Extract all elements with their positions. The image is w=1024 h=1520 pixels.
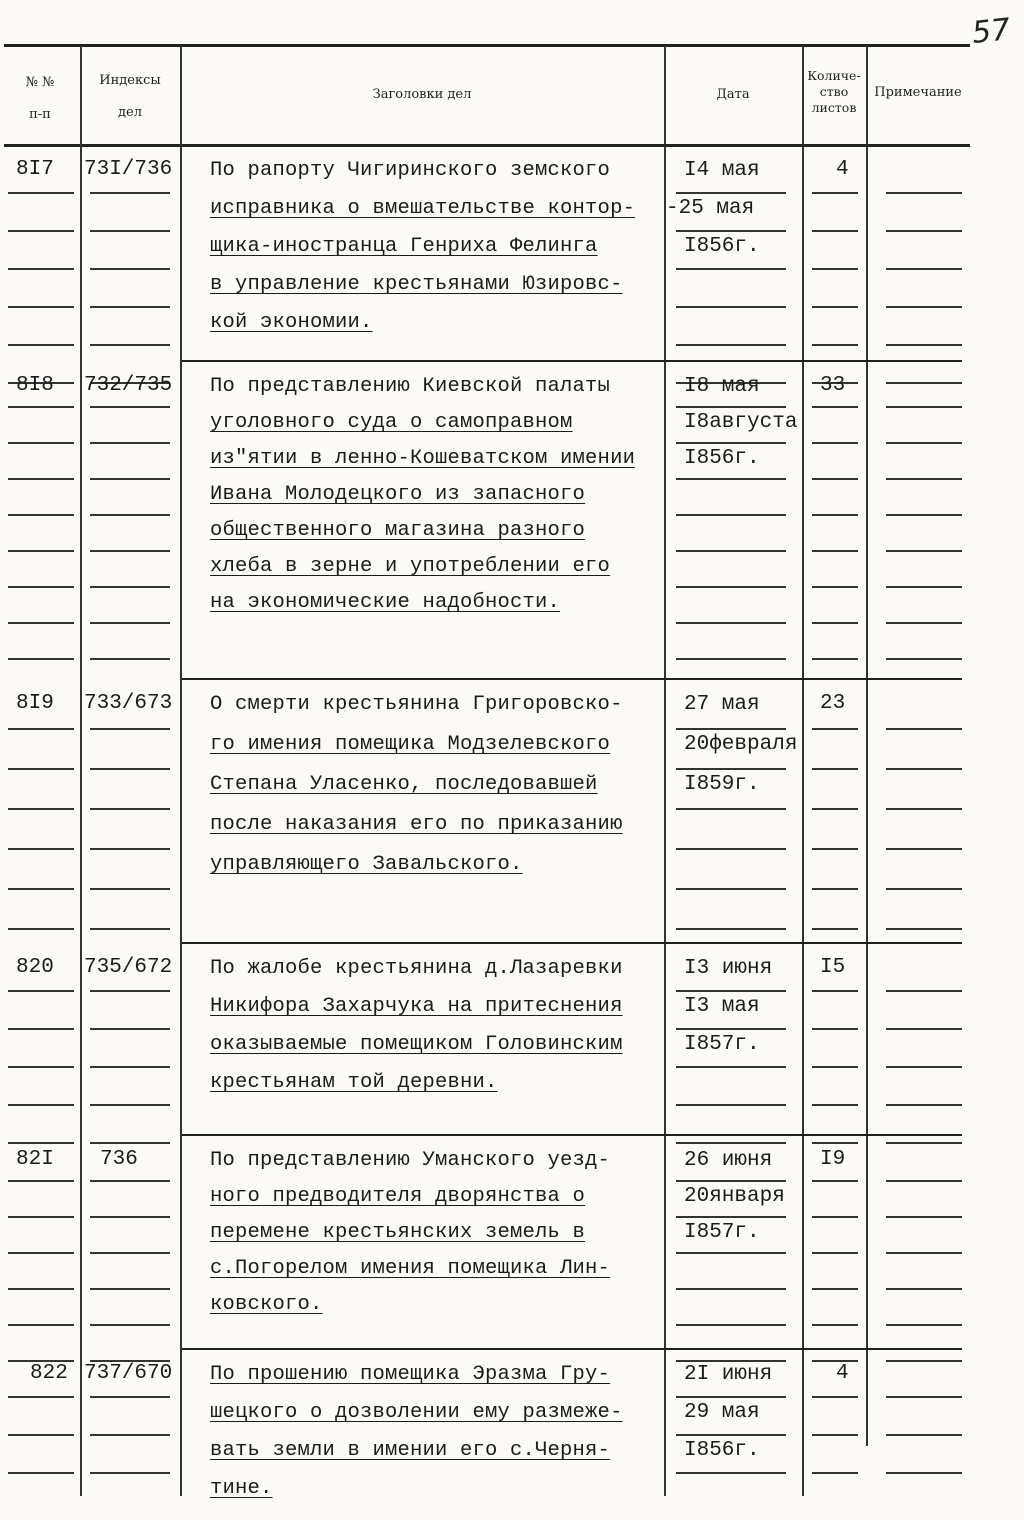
ruled-line — [90, 230, 170, 232]
entry-title-line: ковского. — [210, 1293, 323, 1316]
ruled-line — [8, 406, 74, 408]
entry-title-line: По жалобе крестьянина д.Лазаревки — [210, 957, 623, 980]
ruled-line — [886, 768, 962, 770]
ruled-line — [8, 1434, 74, 1436]
ruled-line — [676, 1180, 786, 1182]
entry-title-line: О смерти крестьянина Григоровско- — [210, 693, 623, 716]
ruled-line — [812, 1066, 858, 1068]
ruled-line — [812, 192, 858, 194]
ruled-line — [676, 344, 786, 346]
entry-date-line: 29 мая — [684, 1401, 760, 1424]
entry-title-line: на экономические надобности. — [210, 591, 561, 614]
ruled-line — [676, 622, 786, 624]
ruled-line — [90, 1142, 170, 1144]
ruled-line — [90, 848, 170, 850]
ruled-line — [812, 1104, 858, 1106]
ruled-line — [812, 1324, 858, 1326]
ruled-line — [676, 848, 786, 850]
ruled-line — [812, 808, 858, 810]
ruled-line — [8, 344, 74, 346]
entry-title-line: оказываемые помещиком Головинским — [210, 1033, 623, 1056]
ruled-line — [90, 888, 170, 890]
ruled-line — [676, 1472, 786, 1474]
entry-date-line: I4 мая — [684, 159, 760, 182]
ruled-line — [90, 1324, 170, 1326]
ruled-line — [676, 306, 786, 308]
entry-title-line: шецкого о дозволении ему размеже- — [210, 1401, 623, 1424]
ruled-line — [676, 1216, 786, 1218]
ruled-line — [90, 808, 170, 810]
ruled-line — [886, 1216, 962, 1218]
entry-title-line: крестьянам той деревни. — [210, 1071, 498, 1094]
ruled-line — [90, 1180, 170, 1182]
ruled-line — [90, 586, 170, 588]
ruled-line — [8, 478, 74, 480]
page-number: 57 — [970, 12, 1012, 51]
ruled-line — [90, 622, 170, 624]
ruled-line — [886, 808, 962, 810]
entry-number: 822 — [30, 1362, 68, 1385]
ruled-line — [676, 888, 786, 890]
entry-title-line: хлеба в зерне и употреблении его — [210, 555, 611, 578]
ruled-line — [8, 888, 74, 890]
ruled-line — [886, 658, 962, 660]
ruled-line — [8, 586, 74, 588]
ruled-line — [8, 1180, 74, 1182]
ruled-line — [676, 550, 786, 552]
ruled-line — [8, 622, 74, 624]
ruled-line — [8, 1066, 74, 1068]
ruled-line — [8, 1472, 74, 1474]
entry-title-line: тине. — [210, 1477, 273, 1500]
entry-number: 8I9 — [16, 692, 54, 715]
ruled-line — [886, 1066, 962, 1068]
entry-date-line: I859г. — [684, 773, 760, 796]
ruled-line — [812, 406, 858, 408]
ruled-line — [676, 658, 786, 660]
entry-date-line: I856г. — [684, 235, 760, 258]
ruled-line — [812, 514, 858, 516]
ruled-line — [8, 514, 74, 516]
ruled-line — [812, 928, 858, 930]
ruled-line — [90, 478, 170, 480]
ruled-line — [90, 406, 170, 408]
ruled-line — [8, 1104, 74, 1106]
ruled-line — [8, 1396, 74, 1398]
entry-title-line: Ивана Молодецкого из запасного — [210, 483, 586, 506]
entry-separator — [182, 678, 962, 680]
ruled-line — [90, 306, 170, 308]
ruled-line — [676, 1434, 786, 1436]
ruled-line — [886, 406, 962, 408]
header-col-title: Заголовки дел — [372, 87, 472, 102]
ruled-line — [8, 1028, 74, 1030]
ruled-line — [676, 1396, 786, 1398]
ruled-line — [886, 1252, 962, 1254]
ruled-line — [812, 658, 858, 660]
ruled-line — [886, 306, 962, 308]
ruled-line — [90, 268, 170, 270]
column-divider — [80, 46, 82, 1496]
ruled-line — [886, 1288, 962, 1290]
ruled-line — [812, 1288, 858, 1290]
ruled-line — [886, 888, 962, 890]
ruled-line — [90, 192, 170, 194]
ruled-line — [812, 550, 858, 552]
entry-number: 8I8 — [16, 374, 54, 397]
entry-title-line: после наказания его по приказанию — [210, 813, 623, 836]
ruled-line — [886, 1396, 962, 1398]
ruled-line — [812, 478, 858, 480]
ruled-line — [8, 1252, 74, 1254]
ruled-line — [8, 1142, 74, 1144]
ruled-line — [676, 192, 786, 194]
entry-sheet-count: I9 — [820, 1148, 846, 1171]
ruled-line — [812, 622, 858, 624]
ruled-line — [886, 622, 962, 624]
ruled-line — [676, 1324, 786, 1326]
ruled-line — [676, 1028, 786, 1030]
ruled-line — [8, 928, 74, 930]
ruled-line — [8, 306, 74, 308]
ruled-line — [676, 1066, 786, 1068]
entry-date-line: 27 мая — [684, 693, 760, 716]
ruled-line — [676, 808, 786, 810]
ruled-line — [8, 268, 74, 270]
ruled-line — [886, 268, 962, 270]
entry-title-line: По представлению Уманского уезд- — [210, 1149, 611, 1172]
ruled-line — [812, 888, 858, 890]
ruled-line — [812, 768, 858, 770]
ruled-line — [886, 1360, 962, 1362]
ruled-line — [886, 442, 962, 444]
entry-title-line: из"ятии в ленно-Кошеватском имении — [210, 447, 636, 470]
ruled-line — [676, 768, 786, 770]
entry-title-line: перемене крестьянских земель в — [210, 1221, 586, 1244]
ruled-line — [676, 586, 786, 588]
entry-title-line: ного предводителя дворянства о — [210, 1185, 586, 1208]
column-divider — [866, 46, 868, 1446]
entry-date-line: -25 мая — [666, 197, 755, 220]
header-col-count: Количе-ство листов — [807, 68, 861, 115]
entry-date-line: 20февраля — [684, 733, 798, 756]
entry-title-line: исправника о вмешательстве контор- — [210, 197, 636, 220]
ruled-line — [812, 990, 858, 992]
ruled-line — [90, 658, 170, 660]
entry-number: 820 — [16, 956, 54, 979]
entry-date-line: 26 июня — [684, 1149, 773, 1172]
ruled-line — [812, 268, 858, 270]
ruled-line — [886, 728, 962, 730]
ruled-line — [90, 1472, 170, 1474]
ruled-line — [886, 1434, 962, 1436]
ruled-line — [886, 1472, 962, 1474]
ruled-line — [886, 478, 962, 480]
ruled-line — [812, 230, 858, 232]
ruled-line — [8, 658, 74, 660]
ruled-line — [812, 1434, 858, 1436]
ruled-line — [886, 1142, 962, 1144]
entry-title-line: щика-иностранца Генриха Фелинга — [210, 235, 598, 258]
entry-index: 737/670 — [84, 1362, 173, 1385]
ruled-line — [8, 728, 74, 730]
entry-sheet-count: 4 — [836, 1362, 849, 1385]
ruled-line — [812, 1216, 858, 1218]
ruled-line — [90, 1252, 170, 1254]
entry-title-line: кой экономии. — [210, 311, 373, 334]
ruled-line — [90, 344, 170, 346]
ruled-line — [90, 768, 170, 770]
ruled-line — [90, 550, 170, 552]
ruled-line — [812, 586, 858, 588]
entry-title-line: го имения помещика Модзелевского — [210, 733, 611, 756]
entry-date-line: I3 июня — [684, 957, 773, 980]
entry-separator — [182, 942, 962, 944]
ruled-line — [8, 442, 74, 444]
top-rule — [4, 44, 970, 47]
ruled-line — [812, 1142, 858, 1144]
ruled-line — [812, 306, 858, 308]
ruled-line — [90, 1104, 170, 1106]
ruled-line — [886, 514, 962, 516]
ruled-line — [676, 990, 786, 992]
ruled-line — [8, 990, 74, 992]
entry-title-line: Никифора Захарчука на притеснения — [210, 995, 623, 1018]
ruled-line — [676, 406, 786, 408]
ruled-line — [886, 990, 962, 992]
ruled-line — [90, 514, 170, 516]
ruled-line — [676, 928, 786, 930]
entry-date-line: I856г. — [684, 447, 760, 470]
column-divider — [802, 46, 804, 1496]
ruled-line — [676, 230, 786, 232]
entry-date-line: I857г. — [684, 1033, 760, 1056]
ruled-line — [886, 1028, 962, 1030]
ruled-line — [676, 1252, 786, 1254]
entry-index: 736 — [100, 1148, 138, 1171]
ruled-line — [8, 230, 74, 232]
ruled-line — [90, 1066, 170, 1068]
entry-index: 733/673 — [84, 692, 173, 715]
ruled-line — [676, 1104, 786, 1106]
ruled-line — [8, 808, 74, 810]
ruled-line — [90, 990, 170, 992]
ruled-line — [886, 1180, 962, 1182]
entry-title-line: По рапорту Чигиринского земского — [210, 159, 611, 182]
ruled-line — [886, 382, 962, 384]
ruled-line — [886, 550, 962, 552]
entry-number: 8I7 — [16, 158, 54, 181]
entry-date-line: I3 мая — [684, 995, 760, 1018]
entry-index: 732/735 — [84, 374, 173, 397]
ruled-line — [812, 1360, 858, 1362]
ruled-line — [90, 1288, 170, 1290]
entry-date-line: I8 мая — [684, 375, 760, 398]
entry-index: 735/672 — [84, 956, 173, 979]
ruled-line — [676, 268, 786, 270]
ruled-line — [676, 1288, 786, 1290]
entry-title-line: По прошению помещика Эразма Гру- — [210, 1363, 611, 1386]
ruled-line — [812, 1028, 858, 1030]
ruled-line — [886, 344, 962, 346]
ruled-line — [812, 1180, 858, 1182]
entry-title-line: общественного магазина разного — [210, 519, 586, 542]
ruled-line — [812, 848, 858, 850]
ruled-line — [812, 1472, 858, 1474]
entry-number: 82I — [16, 1148, 54, 1171]
ruled-line — [8, 768, 74, 770]
entry-title-line: в управление крестьянами Юзировс- — [210, 273, 623, 296]
ruled-line — [886, 192, 962, 194]
entry-sheet-count: 33 — [820, 374, 846, 397]
ruled-line — [90, 1396, 170, 1398]
header-col-index: Индексы дел — [99, 73, 161, 120]
ruled-line — [8, 550, 74, 552]
ruled-line — [676, 478, 786, 480]
ruled-line — [676, 728, 786, 730]
entry-title-line: уголовного суда о самоправном — [210, 411, 573, 434]
column-divider — [180, 46, 182, 1496]
ruled-line — [886, 586, 962, 588]
header-col-note: Примечание — [874, 85, 962, 100]
ruled-line — [886, 928, 962, 930]
ruled-line — [812, 1396, 858, 1398]
ruled-line — [90, 1216, 170, 1218]
header-col-no: № № п-п — [25, 75, 55, 122]
ruled-line — [812, 442, 858, 444]
ruled-line — [90, 728, 170, 730]
header-col-date: Дата — [716, 87, 750, 102]
entry-index: 73I/736 — [84, 158, 173, 181]
entry-sheet-count: I5 — [820, 956, 846, 979]
entry-date-line: 20января — [684, 1185, 785, 1208]
entry-separator — [182, 360, 962, 362]
entry-title-line: вать земли в имении его с.Черня- — [210, 1439, 611, 1462]
entry-title-line: с.Погорелом имения помещика Лин- — [210, 1257, 611, 1280]
ruled-line — [676, 1142, 786, 1144]
entry-date-line: 2I июня — [684, 1363, 773, 1386]
column-divider — [664, 46, 666, 1496]
entry-title-line: По представлению Киевской палаты — [210, 375, 611, 398]
entry-separator — [182, 1348, 962, 1350]
ruled-line — [90, 442, 170, 444]
entry-title-line: управляющего Завальского. — [210, 853, 523, 876]
ruled-line — [90, 1434, 170, 1436]
entry-separator — [182, 1134, 962, 1136]
entry-separator — [182, 144, 962, 146]
ruled-line — [8, 1288, 74, 1290]
ruled-line — [90, 928, 170, 930]
ruled-line — [8, 192, 74, 194]
ruled-line — [8, 1216, 74, 1218]
ruled-line — [886, 230, 962, 232]
ruled-line — [8, 1324, 74, 1326]
ruled-line — [812, 1252, 858, 1254]
ruled-line — [90, 1028, 170, 1030]
entry-date-line: I857г. — [684, 1221, 760, 1244]
ruled-line — [812, 344, 858, 346]
entry-sheet-count: 23 — [820, 692, 846, 715]
ruled-line — [8, 848, 74, 850]
ruled-line — [886, 1324, 962, 1326]
entry-sheet-count: 4 — [836, 158, 849, 181]
entry-title-line: Степана Уласенко, последовавшей — [210, 773, 598, 796]
entry-date-line: I856г. — [684, 1439, 760, 1462]
ruled-line — [676, 442, 786, 444]
ruled-line — [676, 514, 786, 516]
ruled-line — [886, 1104, 962, 1106]
ruled-line — [812, 728, 858, 730]
entry-date-line: I8августа — [684, 411, 798, 434]
ruled-line — [886, 848, 962, 850]
